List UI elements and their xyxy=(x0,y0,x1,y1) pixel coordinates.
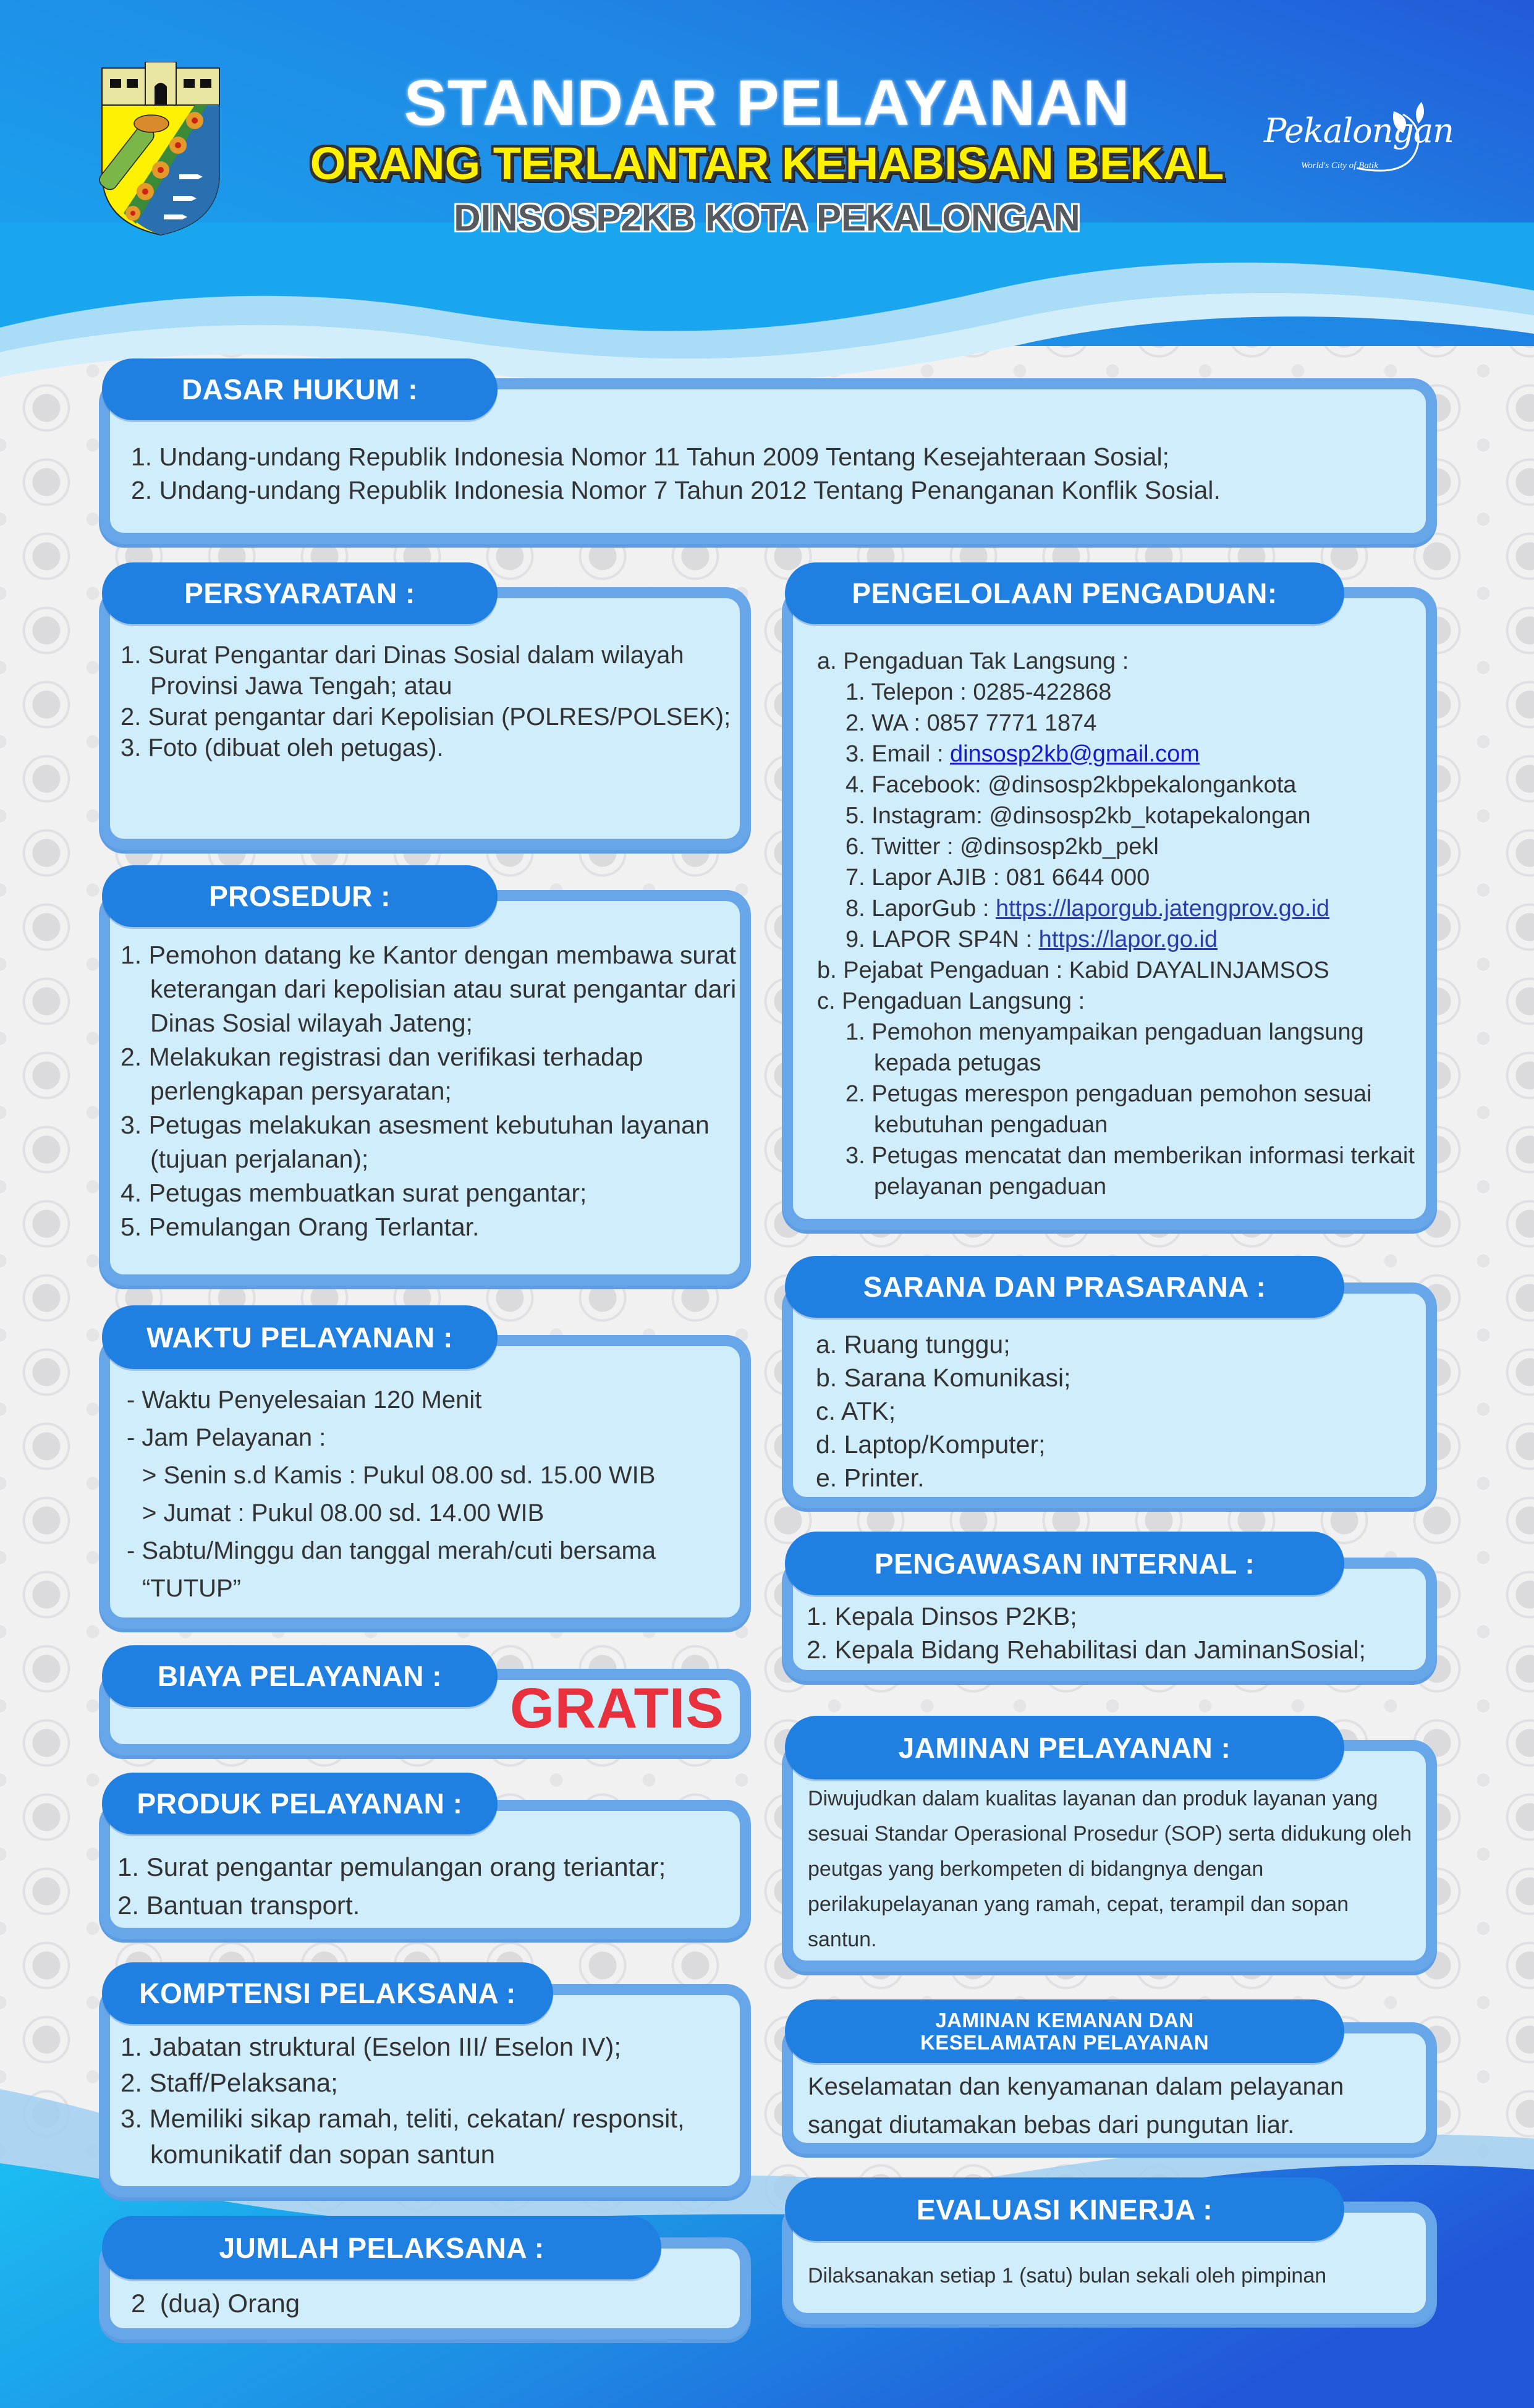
list-item: 2. Kepala Bidang Rehabilitasi dan JaminanSosial; xyxy=(807,1635,1366,1664)
list-item: 2. Melakukan registrasi dan verifikasi terhadap perlengkapan persyaratan; xyxy=(121,1043,643,1105)
list-item: 6. Twitter : @dinsosp2kb_pekl xyxy=(845,834,1159,860)
sarana-prasarana-list xyxy=(816,1328,1428,1494)
pengawasan-internal-list xyxy=(807,1600,1425,1666)
list-item: 8. LaporGub : https://laporgub.jatengprov.go.id xyxy=(845,896,1330,922)
jaminan-keamanan-title-line2: KESELAMATAN PELAYANAN xyxy=(920,2030,1210,2054)
city-logo-name: Pekalongan xyxy=(1264,111,1454,150)
biaya-value: GRATIS xyxy=(510,1677,724,1740)
persyaratan-header: PERSYARATAN : xyxy=(102,562,498,624)
persyaratan-list xyxy=(121,640,739,763)
pengaduan-langsung-list xyxy=(817,1017,1429,1202)
evaluasi-kinerja-header: EVALUASI KINERJA : xyxy=(785,2177,1344,2241)
jaminan-keamanan-text: Keselamatan dan kenyamanan dalam pelayanan sangat diutamakan bebas dari pungutan liar. xyxy=(808,2073,1344,2139)
prosedur-list xyxy=(121,938,745,1244)
pengelolaan-pengaduan-content xyxy=(817,646,1429,1202)
laporgub-link[interactable]: https://laporgub.jatengprov.go.id xyxy=(995,896,1330,922)
evaluasi-kinerja-text: Dilaksanakan setiap 1 (satu) bulan sekali oleh pimpinan xyxy=(808,2264,1327,2287)
list-item: 2. Petugas merespon pengaduan pemohon sesuai kebutuhan pengaduan xyxy=(845,1081,1372,1138)
list-item: - Waktu Penyelesaian 120 Menit xyxy=(127,1386,482,1414)
list-item: 2. Surat pengantar dari Kepolisian (POLRES/POLSEK); xyxy=(121,703,731,731)
list-item: 2. WA : 0857 7771 1874 xyxy=(845,710,1097,736)
biaya-pelayanan-header: BIAYA PELAYANAN : xyxy=(102,1645,498,1707)
komptensi-pelaksana-list xyxy=(121,2029,745,2173)
list-item: a. Ruang tunggu; xyxy=(816,1330,1011,1359)
list-item: 3. Foto (dibuat oleh petugas). xyxy=(121,734,444,761)
list-item: 1. Surat Pengantar dari Dinas Sosial dalam wilayah Provinsi Jawa Tengah; atau xyxy=(121,642,684,700)
page-subtitle: ORANG TERLANTAR KEHABISAN BEKAL xyxy=(310,138,1224,189)
list-item: 1. Pemohon datang ke Kantor dengan membawa surat keterangan dari kepolisian atau surat pengantar dari Dinas Sosial wilayah Jateng; xyxy=(121,941,737,1037)
sarana-prasarana-header: SARANA DAN PRASARANA : xyxy=(785,1256,1344,1318)
list-item: e. Printer. xyxy=(816,1464,925,1492)
list-item: > Senin s.d Kamis : Pukul 08.00 sd. 15.00 WIB xyxy=(142,1462,656,1489)
list-item: 5. Instagram: @dinsosp2kb_kotapekalongan xyxy=(845,803,1311,829)
list-item: c. ATK; xyxy=(816,1397,896,1425)
pengaduan-langsung-label: c. Pengaduan Langsung : xyxy=(817,988,1085,1014)
jumlah-pelaksana-header: JUMLAH PELAKSANA : xyxy=(102,2216,661,2279)
jaminan-keamanan-header xyxy=(785,1999,1344,2063)
list-item: 1. Telepon : 0285-422868 xyxy=(845,679,1112,705)
dasar-hukum-header: DASAR HUKUM : xyxy=(102,358,498,420)
list-item: 2. Bantuan transport. xyxy=(117,1891,360,1920)
prosedur-header: PROSEDUR : xyxy=(102,865,498,927)
list-item: 2. Undang-undang Republik Indonesia Nomor 7 Tahun 2012 Tentang Penanganan Konflik Sosial. xyxy=(131,476,1221,504)
city-logo-tagline: World's City of Batik xyxy=(1301,161,1378,171)
list-item: 3. Email : dinsosp2kb@gmail.com xyxy=(845,741,1200,767)
komptensi-pelaksana-header: KOMPTENSI PELAKSANA : xyxy=(102,1962,553,2024)
list-item: 3. Petugas mencatat dan memberikan informasi terkait pelayanan pengaduan xyxy=(845,1143,1415,1200)
waktu-pelayanan-list xyxy=(127,1381,745,1608)
lapor-sp4n-link[interactable]: https://lapor.go.id xyxy=(1038,926,1218,952)
list-item: 1. Undang-undang Republik Indonesia Nomor 11 Tahun 2009 Tentang Kesejahteraan Sosial; xyxy=(131,443,1169,471)
list-item: 3. Memiliki sikap ramah, teliti, cekatan/ responsit, komunikatif dan sopan santun xyxy=(121,2104,685,2169)
list-item: 3. Petugas melakukan asesment kebutuhan layanan (tujuan perjalanan); xyxy=(121,1111,710,1173)
pengelolaan-pengaduan-header: PENGELOLAAN PENGADUAN: xyxy=(785,562,1344,624)
list-item: 4. Facebook: @dinsosp2kbpekalongankota xyxy=(845,772,1297,798)
list-item: d. Laptop/Komputer; xyxy=(816,1430,1046,1459)
list-item: 7. Lapor AJIB : 081 6644 000 xyxy=(845,865,1150,891)
list-item: b. Sarana Komunikasi; xyxy=(816,1363,1071,1392)
dasar-hukum-list xyxy=(131,440,1417,507)
list-item: - Jam Pelayanan : xyxy=(127,1424,326,1451)
list-item: 4. Petugas membuatkan surat pengantar; xyxy=(121,1179,587,1207)
list-item: 1. Pemohon menyampaikan pengaduan langsung kepada petugas xyxy=(845,1019,1364,1076)
pengawasan-internal-header: PENGAWASAN INTERNAL : xyxy=(785,1532,1344,1595)
pejabat-pengaduan: b. Pejabat Pengaduan : Kabid DAYALINJAMSOS xyxy=(817,957,1329,983)
jaminan-keamanan-title-line1: JAMINAN KEMANAN DAN xyxy=(935,2008,1194,2032)
list-item: 9. LAPOR SP4N : https://lapor.go.id xyxy=(845,926,1218,952)
organization-name: DINSOSP2KB KOTA PEKALONGAN xyxy=(454,197,1080,239)
list-item: 1. Jabatan struktural (Eselon III/ Eselon IV); xyxy=(121,2032,622,2061)
produk-pelayanan-header: PRODUK PELAYANAN : xyxy=(102,1773,498,1834)
list-item: 5. Pemulangan Orang Terlantar. xyxy=(121,1213,480,1241)
list-item: 1. Kepala Dinsos P2KB; xyxy=(807,1602,1077,1630)
jaminan-pelayanan-text: Diwujudkan dalam kualitas layanan dan produk layanan yang sesuai Standar Operasional Prosedur (SOP) serta didukung oleh peutgas yang berkompeten di bidangnya dengan perilakupelayanan yang ramah, cepat, terampil dan sopan santun. xyxy=(808,1787,1412,1951)
pekalongan-city-logo xyxy=(1264,99,1454,189)
jaminan-pelayanan-header: JAMINAN PELAYANAN : xyxy=(785,1716,1344,1779)
page-title: STANDAR PELAYANAN xyxy=(404,67,1130,139)
email-link[interactable]: dinsosp2kb@gmail.com xyxy=(949,741,1200,767)
list-item: - Sabtu/Minggu dan tanggal merah/cuti bersama “TUTUP” xyxy=(127,1537,656,1602)
jumlah-pelaksana-value: 2 (dua) Orang xyxy=(131,2289,300,2318)
list-item: 2. Staff/Pelaksana; xyxy=(121,2068,338,2097)
pengaduan-tak-langsung-list xyxy=(817,677,1429,955)
list-item: 1. Surat pengantar pemulangan orang teriantar; xyxy=(117,1852,666,1881)
produk-pelayanan-list xyxy=(117,1848,748,1925)
waktu-pelayanan-header: WAKTU PELAYANAN : xyxy=(102,1305,498,1369)
pengaduan-tak-langsung-label: a. Pengaduan Tak Langsung : xyxy=(817,648,1129,674)
list-item: > Jumat : Pukul 08.00 sd. 14.00 WIB xyxy=(142,1499,545,1527)
